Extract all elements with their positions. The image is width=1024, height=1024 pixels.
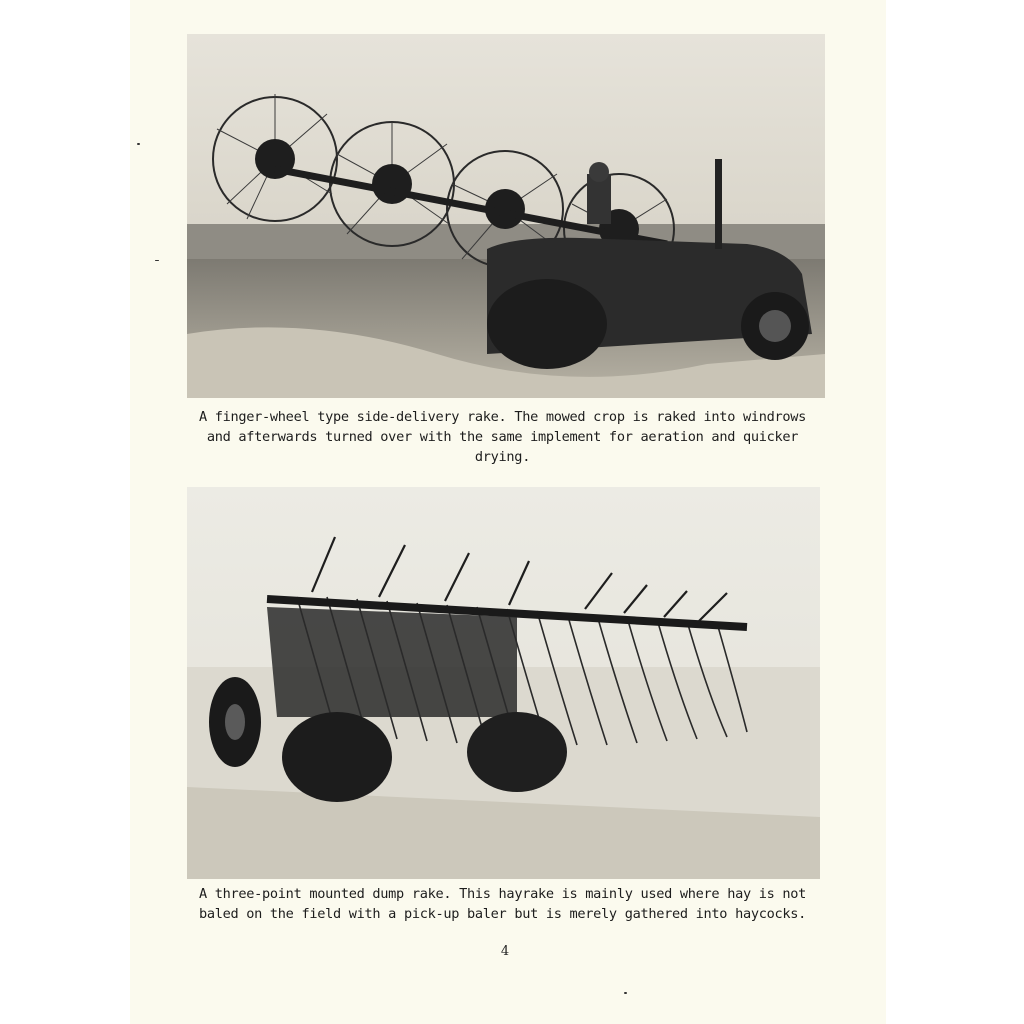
finger-wheel-rake-photo	[187, 34, 825, 398]
first-photo-caption: A finger-wheel type side-delivery rake. The mowed crop is raked into windrows and afterwards turned over with the same implement for aeration and quicker drying.	[198, 409, 807, 465]
paper-speck	[137, 143, 140, 145]
dump-rake-photo	[187, 487, 820, 879]
paper-speck	[155, 260, 159, 261]
paper-speck	[624, 992, 627, 994]
page-number: 4	[500, 944, 510, 959]
second-photo-caption: A three-point mounted dump rake. This hayrake is mainly used where hay is not baled on the field with a pick-up baler but is merely gathered into haycocks.	[198, 886, 807, 922]
